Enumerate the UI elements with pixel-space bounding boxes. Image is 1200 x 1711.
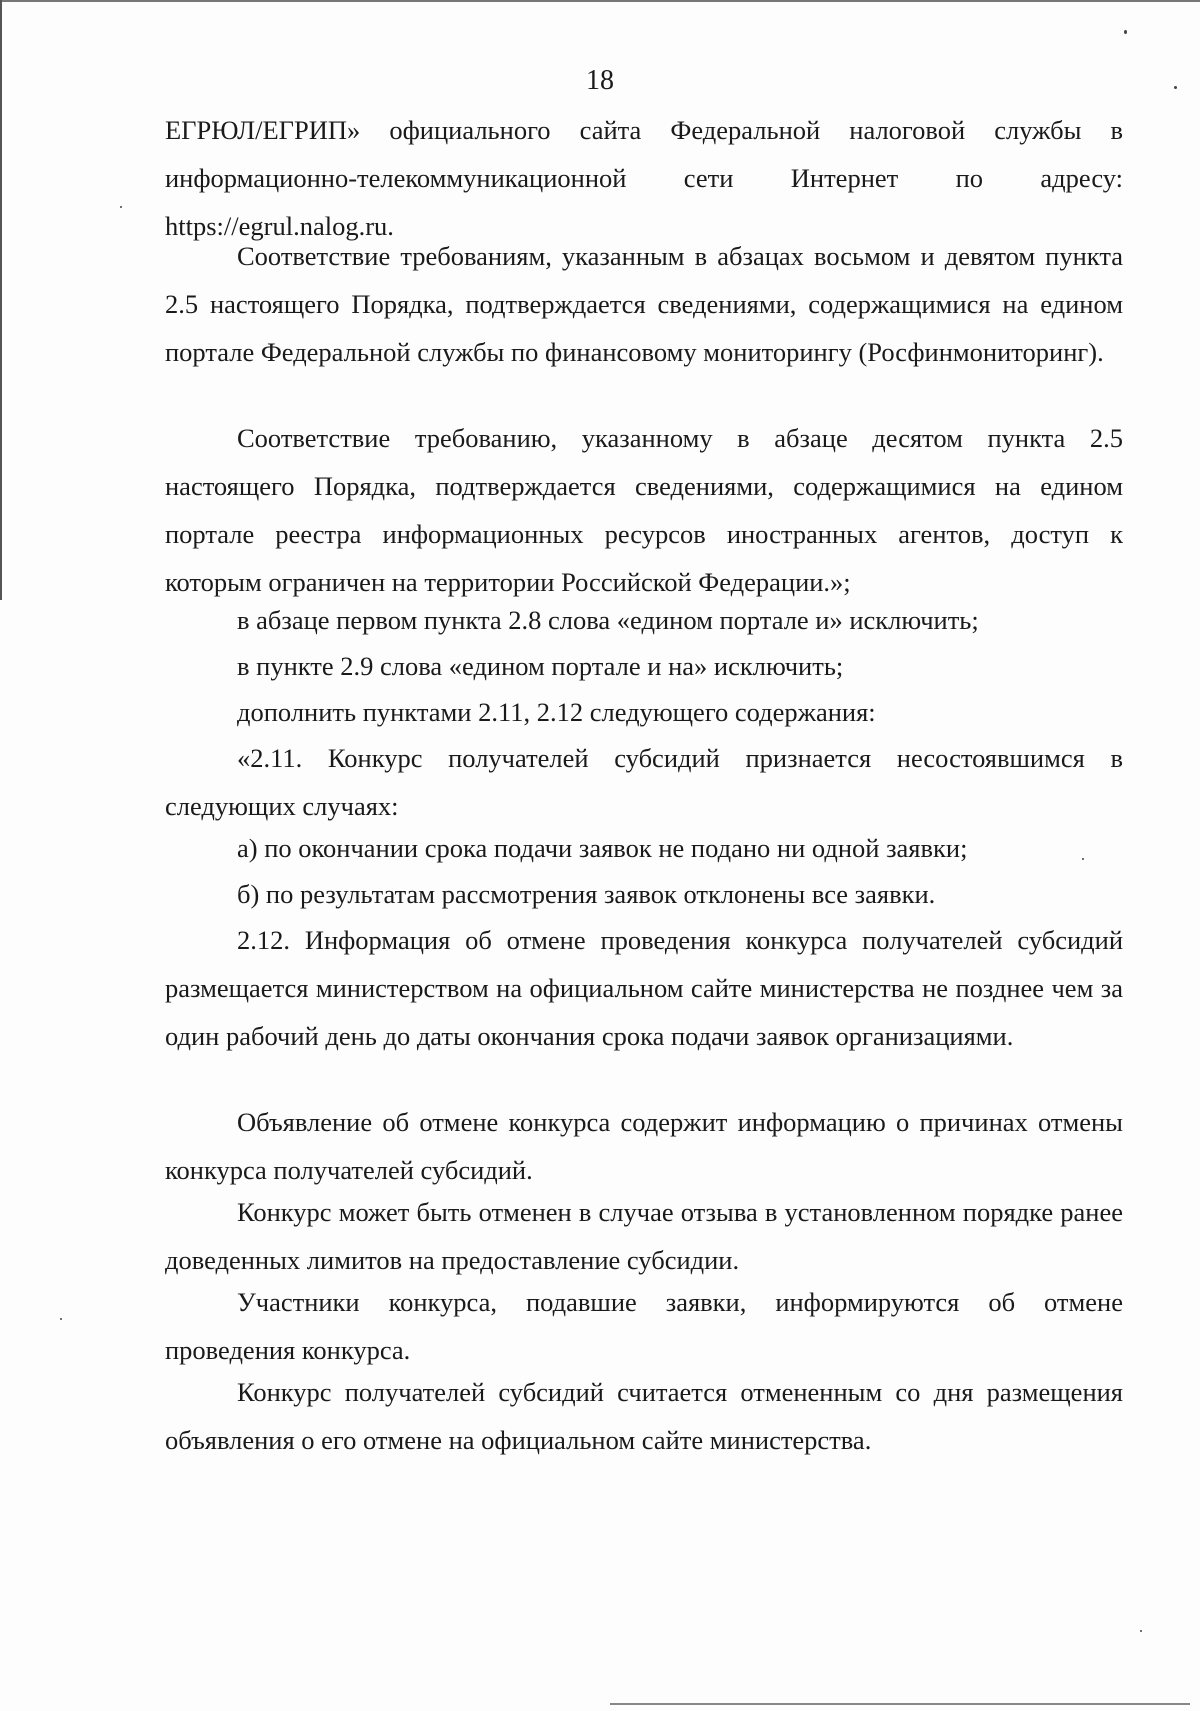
paragraph-item-2-8 (165, 596, 1123, 644)
scan-speck (1082, 858, 1084, 860)
page-number: 18 (586, 65, 614, 96)
paragraph-item-2-11 (165, 734, 1123, 830)
paragraph-case-a (165, 824, 1123, 872)
scan-speck (1174, 86, 1177, 89)
scan-top-edge (0, 0, 1200, 2)
paragraph-text: дополнить пунктами 2.11, 2.12 следующего содержания: (237, 697, 876, 727)
paragraph-item-2-12 (165, 916, 1123, 1060)
paragraph-egrul (165, 106, 1123, 250)
paragraph-text: Конкурс может быть отменен в случае отзыва в установленном порядке ранее доведенных лимитов на предоставление субсидии. (165, 1197, 1123, 1275)
paragraph-text: Участники конкурса, подавшие заявки, информируются об отмене проведения конкурса. (165, 1287, 1123, 1365)
scan-speck (120, 206, 122, 208)
text-line: ЕГРЮЛ/ЕГРИП» официального сайта Федеральной налоговой службы в (165, 115, 1123, 145)
text-line: информационно-телекоммуникационной сети Интернет по адресу: (165, 163, 1123, 193)
paragraph-text: Объявление об отмене конкурса содержит информацию о причинах отмены конкурса получателей субсидий. (165, 1107, 1123, 1185)
paragraph-case-b (165, 870, 1123, 918)
paragraph-text: в пункте 2.9 слова «едином портале и на» исключить; (237, 651, 844, 681)
paragraph-text: Конкурс получателей субсидий считается отмененным со дня размещения объявления о его отмене на официальном сайте министерства. (165, 1377, 1123, 1455)
paragraph-text: «2.11. Конкурс получателей субсидий признается несостоявшимся в следующих случаях: (165, 743, 1123, 821)
paragraph-text: в абзаце первом пункта 2.8 слова «едином портале и» исключить; (237, 605, 979, 635)
paragraph-text: Соответствие требованию, указанному в абзаце десятом пункта 2.5 настоящего Порядка, подтверждается сведениями, содержащимися на едином портале реестра информационных ресурсов иностранных агентов, доступ к которым ограничен на территории Российской Федерации.»; (165, 423, 1123, 597)
paragraph-rosfinmonitoring (165, 232, 1123, 376)
paragraph-text: Соответствие требованиям, указанным в абзацах восьмом и девятом пункта 2.5 настоящего Порядка, подтверждается сведениями, содержащимися на едином портале Федеральной службы по финансовому мониторингу (Росфинмониторинг). (165, 241, 1123, 367)
paragraph-text: 2.12. Информация об отмене проведения конкурса получателей субсидий размещается министерством на официальном сайте министерства не позднее чем за один рабочий день до даты окончания срока подачи заявок организациями. (165, 925, 1123, 1051)
url-text: https://egrul.nalog.ru. (165, 211, 394, 241)
paragraph-item-2-9 (165, 642, 1123, 690)
paragraph-text: б) по результатам рассмотрения заявок отклонены все заявки. (237, 879, 936, 909)
paragraph-cancelled-date (165, 1368, 1123, 1464)
paragraph-cancellation (165, 1188, 1123, 1284)
scan-speck (1140, 1630, 1142, 1632)
paragraph-text: а) по окончании срока подачи заявок не подано ни одной заявки; (237, 833, 968, 863)
scan-bottom-edge (610, 1703, 1190, 1705)
paragraph-participants (165, 1278, 1123, 1374)
paragraph-add-items (165, 688, 1123, 736)
paragraph-announcement (165, 1098, 1123, 1194)
scan-speck (1124, 30, 1127, 34)
scan-speck (60, 1318, 62, 1320)
paragraph-foreign-agents (165, 414, 1123, 606)
